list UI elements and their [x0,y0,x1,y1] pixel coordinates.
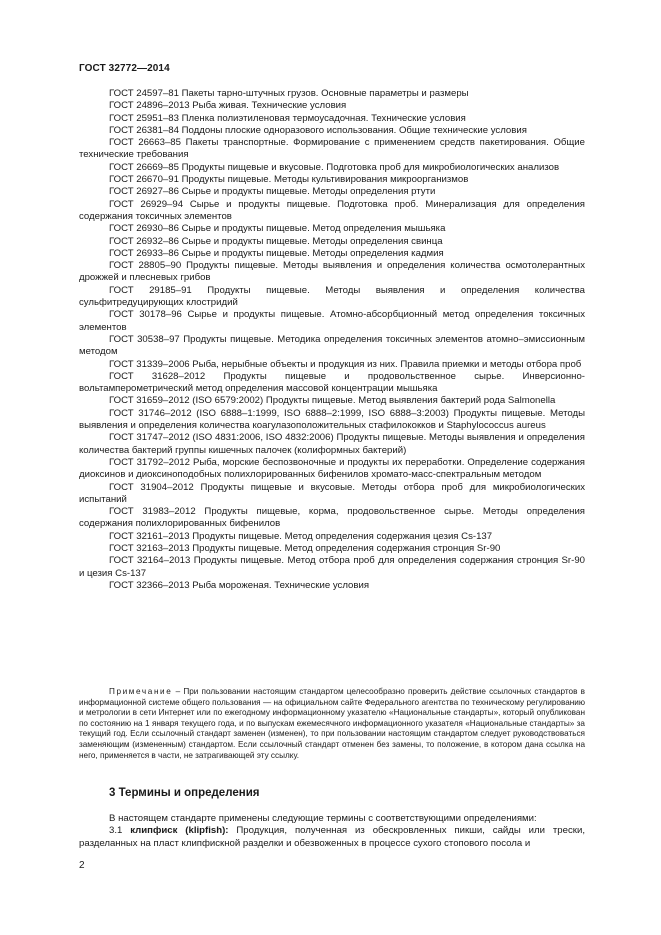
reference-item: ГОСТ 31792–2012 Рыба, морские беспозвоночные и продукты их переработки. Определение содержания диоксинов и диоксиноподобных полихлорированных бифенилов хромато-масс-спектральным методом [79,456,585,481]
reference-item: ГОСТ 31904–2012 Продукты пищевые и вкусовые. Методы отбора проб для микробиологических испытаний [79,481,585,505]
reference-item: ГОСТ 31628–2012 Продукты пищевые и продовольственное сырье. Инверсионно-вольтамперометрический метод определения массовой концентрации мышьяка [79,370,585,395]
reference-item: ГОСТ 28805–90 Продукты пищевые. Методы выявления и определения количества осмотолерантных дрожжей и плесневых грибов [79,260,585,284]
term-number: 3.1 [109,825,131,837]
reference-item: ГОСТ 26930–86 Сырье и продукты пищевые. Метод определения мышьяка [109,223,446,235]
reference-item: ГОСТ 26663–85 Пакеты транспортные. Формирование с применением средств пакетирования. Общие технические требования [79,137,585,161]
section-intro: В настоящем стандарте применены следующие термины с соответствующими определениями: [109,813,537,824]
reference-item: ГОСТ 31339–2006 Рыба, нерыбные объекты и продукция из них. Правила приемки и методы отбора проб [109,358,582,370]
reference-item: ГОСТ 26381–84 Поддоны плоские одноразового использования. Общие технические условия [109,124,527,136]
reference-item: ГОСТ 26933–86 Сырье и продукты пищевые. Методы определения кадмия [109,247,444,259]
reference-item: ГОСТ 26929–94 Сырье и продукты пищевые. Подготовка проб. Минерализация для определения содержания токсичных элементов [79,198,585,222]
document-header: ГОСТ 32772—2014 [79,63,170,74]
reference-item: ГОСТ 31659–2012 (ISO 6579:2002) Продукты пищевые. Метод выявления бактерий рода Salmonella [109,395,556,407]
reference-item: ГОСТ 32163–2013 Продукты пищевые. Метод определения содержания стронция Sr-90 [109,542,501,554]
reference-item: ГОСТ 26932–86 Сырье и продукты пищевые. Методы определения свинца [109,235,443,247]
reference-item: ГОСТ 30538–97 Продукты пищевые. Методика определения токсичных элементов атомно–эмиссионным методом [79,333,585,358]
note-paragraph [79,687,585,761]
reference-item: ГОСТ 31747–2012 (ISO 4831:2006, ISO 4832:2006) Продукты пищевые. Методы выявления и определения количества бактерий группы кишечных палочек (колиформных бактерий) [79,432,585,456]
references-list [79,88,585,592]
section-body [79,813,585,850]
term-definition-text: Продукция, полученная из обескровленных пикши, сайды или трески, разделанных на пласт клипфискной разделки и обезвоженных в процессе сухого стопового посола и [79,825,585,849]
reference-item: ГОСТ 32164–2013 Продукты пищевые. Метод отбора проб для определения содержания стронция Sr-90 и цезия Cs-137 [79,555,585,579]
reference-item: ГОСТ 24597–81 Пакеты тарно-штучных грузов. Основные параметры и размеры [109,88,469,99]
term-name: клипфиск (klipfish): [130,825,229,837]
section-title: 3 Термины и определения [109,787,260,799]
reference-item: ГОСТ 32366–2013 Рыба мороженая. Технические условия [109,579,370,591]
reference-item: ГОСТ 29185–91 Продукты пищевые. Методы выявления и определения количества сульфитредуцирующих клостридий [79,284,585,309]
reference-item: ГОСТ 30178–96 Сырье и продукты пищевые. Атомно-абсорбционный метод определения токсичных элементов [79,309,585,333]
page-number: 2 [79,860,85,871]
note-text: – При пользовании настоящим стандартом целесообразно проверить действие ссылочных стандартов в информационной системе общего пользования — на официальном сайте Федерального агентства по техническому регулированию и метрологии в сети Интернет или по ежегодному информационному указателю «Национальные стандарты», который опубликован по состоянию на 1 января текущего года, и по выпускам ежемесячного информационного указателя «Национальные стандарты» за текущий год. Если ссылочный стандарт заменен (изменен), то при пользовании настоящим стандартом следует руководствоваться заменяющим (измененным) стандартом. Если ссылочный стандарт отменен без замены, то положение, в котором дана ссылка на него, применяется в части, не затрагивающей эту ссылку. [79,687,585,760]
reference-item: ГОСТ 31746–2012 (ISO 6888–1:1999, ISO 6888–2:1999, ISO 6888–3:2003) Продукты пищевые. Методы выявления и определения количества коагулазоположительных стафилококков и Staphylococcus aureus [79,407,585,432]
reference-item: ГОСТ 25951–83 Пленка полиэтиленовая термоусадочная. Технические условия [109,112,466,124]
reference-item: ГОСТ 31983–2012 Продукты пищевые, корма, продовольственное сырье. Методы определения содержания полихлорированных бифенилов [79,506,585,530]
reference-item: ГОСТ 26670–91 Продукты пищевые. Методы культивирования микроорганизмов [109,174,469,186]
note-label: Примечание [109,687,173,696]
reference-item: ГОСТ 24896–2013 Рыба живая. Технические условия [109,100,347,112]
reference-item: ГОСТ 26669–85 Продукты пищевые и вкусовые. Подготовка проб для микробиологических анализов [109,161,560,173]
term-definition [79,825,585,850]
reference-item: ГОСТ 26927–86 Сырье и продукты пищевые. Методы определения ртути [109,186,436,198]
reference-item: ГОСТ 32161–2013 Продукты пищевые. Метод определения содержания цезия Cs-137 [109,530,493,542]
